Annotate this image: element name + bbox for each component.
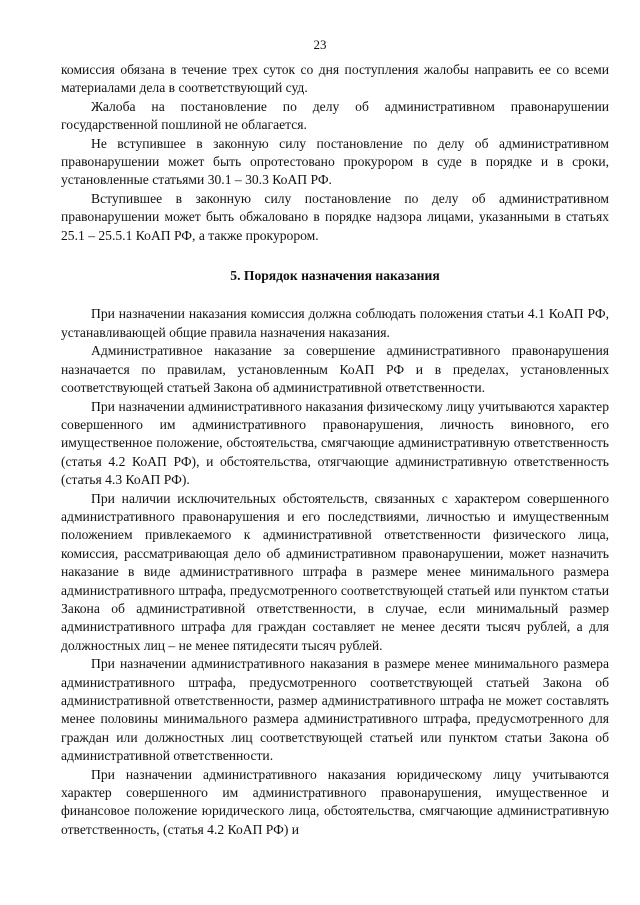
paragraph: Жалоба на постановление по делу об административном правонарушении государственной пошлиной не облагается. [61,98,609,133]
paragraph: При назначении административного наказания физическому лицу учитываются характер совершенного им административного правонарушения, личность виновного, его имущественное положение, обстоятельства, смягчающие административную ответственность (статья 4.2 КоАП РФ), и обстоятельства, отягчающие административную ответственность (статья 4.3 КоАП РФ). [61,398,609,488]
paragraph: Не вступившее в законную силу постановление по делу об административном правонарушении может быть опротестовано прокурором в суде в порядке и в сроки, установленные статьями 30.1 – 30.3 КоАП РФ. [61,135,609,188]
paragraph: комиссия обязана в течение трех суток со дня поступления жалобы направить ее со всеми материалами дела в соответствующий суд. [61,62,609,96]
paragraph: Вступившее в законную силу постановление по делу об административном правонарушении может быть обжаловано в порядке надзора лицами, указанными в статьях 25.1 – 25.5.1 КоАП РФ, а также прокурором. [61,190,609,243]
paragraph: При наличии исключительных обстоятельств, связанных с характером совершенного административного правонарушения и его последствиями, личностью и имущественным положением привлекаемого к административной ответственности физического лица, комиссия, рассматривающая дело об административном правонарушении, может назначить наказание в виде административного штрафа в размере менее минимального размера административного штрафа, предусмотренного соответствующей статьей или пунктом статьи Закона об административной ответственности, в случае, если минимальный размер административного штрафа для граждан составляет не менее десяти тысяч рублей, а для должностных лиц – не менее пятидесяти тысяч рублей. [61,490,609,653]
paragraph: При назначении административного наказания в размере менее минимального размера административного штрафа, предусмотренного соответствующей статьей Закона об административной ответственности, размер административного штрафа не может составлять менее половины минимального размера административного штрафа, предусмотренного для граждан или должностных лиц соответствующей статьей или пунктом статьи Закона об административной ответственности. [61,656,609,764]
page-content [61,61,609,839]
page-number: 23 [313,37,327,52]
paragraph: При назначении административного наказания юридическому лицу учитываются характер совершенного им административного правонарушения, имущественное и финансовое положение юридического лица, обстоятельства, смягчающие административную ответственность, (статья 4.2 КоАП РФ) и [61,766,609,837]
paragraph: Административное наказание за совершение административного правонарушения назначается по правилам, установленным КоАП РФ и в пределах, установленных соответствующей статьей Закона об административной ответственности. [61,343,609,396]
section-heading: 5. Порядок назначения наказания [230,268,440,284]
paragraph: При назначении наказания комиссия должна соблюдать положения статьи 4.1 КоАП РФ, устанавливающей общие правила назначения наказания. [61,306,609,340]
